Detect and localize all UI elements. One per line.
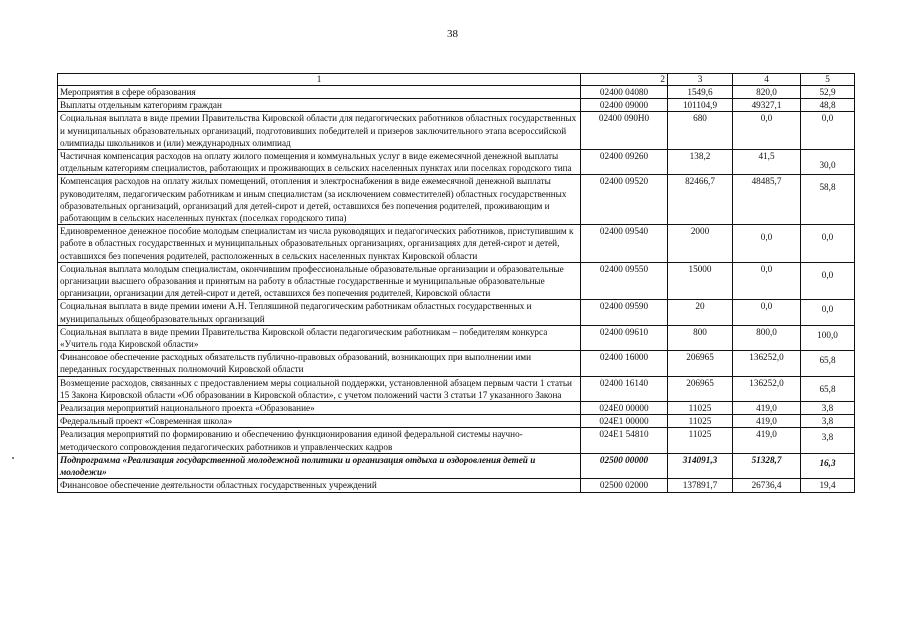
table-row [58, 351, 855, 376]
row-code: 024Е1 00000 [581, 415, 668, 428]
row-col-3: 15000 [668, 262, 733, 300]
row-col-5: 3,8 [801, 428, 855, 453]
row-name: Социальная выплата в виде премии Правительства Кировской области для педагогических работников областных государственных и муниципальных образовательных организаций, подготовивших победителей и призеров заключительного этапа всероссийской олимпиады школьников и (или) международных олимпиад [58, 112, 581, 150]
table-row [58, 376, 855, 401]
row-col-4: 0,0 [733, 225, 801, 263]
row-col-5: 52,9 [801, 86, 855, 99]
row-col-4: 0,0 [733, 112, 801, 150]
row-col-4: 820,0 [733, 86, 801, 99]
row-col-5: 65,8 [801, 376, 855, 401]
row-code: 02400 09590 [581, 300, 668, 325]
row-name: Реализация мероприятий по формированию и обеспечению функционирования единой федеральной системы научно-методического сопровождения педагогических работников и управленческих кадров [58, 428, 581, 453]
row-col-5: 30,0 [801, 150, 855, 175]
row-col-3: 138,2 [668, 150, 733, 175]
row-name: Единовременное денежное пособие молодым специалистам из числа руководящих и педагогических работников, приступившим к работе в областных государственных и муниципальных образовательных организациях, организациях для детей-сирот и детей, оставшихся без попечения родителей, расположенных в сельских населенных пунктах Кировской области [58, 225, 581, 263]
row-col-3: 206965 [668, 351, 733, 376]
row-code: 024Е1 54810 [581, 428, 668, 453]
table-row [58, 86, 855, 99]
row-name: Федеральный проект «Современная школа» [58, 415, 581, 428]
row-col-3: 11025 [668, 402, 733, 415]
row-col-4: 41,5 [733, 150, 801, 175]
row-code: 02500 00000 [581, 453, 668, 478]
row-col-5: 0,0 [801, 112, 855, 150]
row-col-3: 680 [668, 112, 733, 150]
table-row [58, 175, 855, 225]
row-code: 02400 09260 [581, 150, 668, 175]
row-code: 02400 090Н0 [581, 112, 668, 150]
table-row [58, 262, 855, 300]
row-col-3: 101104,9 [668, 99, 733, 112]
row-name: Подпрограмма «Реализация государственной молодежной политики и организация отдыха и оздоровления детей и молодежи» [58, 453, 581, 478]
row-name: Социальная выплата в виде премии имени А.Н. Тепляшиной педагогическим работникам областных государственных и муниципальных общеобразовательных организаций [58, 300, 581, 325]
row-code: 02400 16140 [581, 376, 668, 401]
table-row [58, 415, 855, 428]
row-name: Выплаты отдельным категориям граждан [58, 99, 581, 112]
row-col-4: 800,0 [733, 325, 801, 350]
row-col-5: 0,0 [801, 300, 855, 325]
row-col-3: 206965 [668, 376, 733, 401]
row-col-5: 0,0 [801, 262, 855, 300]
table-row [58, 300, 855, 325]
row-col-4: 0,0 [733, 300, 801, 325]
row-name: Компенсация расходов на оплату жилых помещений, отопления и электроснабжения в виде ежемесячной денежной выплаты руководителям, педагогическим работникам и иным специалистам (за исключением совместителей) областных государственных образовательных организаций, организаций для детей-сирот и детей, оставшихся без попечения родителей, проживающим и работающим в сельских населенных пунктах (поселках городского типа) [58, 175, 581, 225]
row-name: Мероприятия в сфере образования [58, 86, 581, 99]
row-name: Возмещение расходов, связанных с предоставлением меры социальной поддержки, установленной абзацем первым части 1 статьи 15 Закона Кировской области «Об образовании в Кировской области», с учетом положений части 3 статьи 17 указанного Закона [58, 376, 581, 401]
header-col-2: 2 [581, 74, 668, 86]
row-col-3: 20 [668, 300, 733, 325]
row-col-5: 48,8 [801, 99, 855, 112]
header-col-5: 5 [801, 74, 855, 86]
header-col-1: 1 [58, 74, 581, 86]
row-code: 02400 09520 [581, 175, 668, 225]
header-col-3: 3 [668, 74, 733, 86]
row-col-5: 16,3 [801, 453, 855, 478]
table-row [58, 325, 855, 350]
row-col-5: 0,0 [801, 225, 855, 263]
row-name: Финансовое обеспечение расходных обязательств публично-правовых образований, возникающих при выполнении ими переданных государственных полномочий Кировской области [58, 351, 581, 376]
table-row [58, 112, 855, 150]
row-col-5: 100,0 [801, 325, 855, 350]
row-code: 02400 09550 [581, 262, 668, 300]
row-col-4: 419,0 [733, 402, 801, 415]
row-code: 02400 09540 [581, 225, 668, 263]
row-col-4: 48485,7 [733, 175, 801, 225]
row-code: 02500 02000 [581, 479, 668, 492]
row-col-5: 65,8 [801, 351, 855, 376]
table-row-subprogram [58, 453, 855, 478]
table-row [58, 225, 855, 263]
table-row [58, 402, 855, 415]
row-code: 02400 09610 [581, 325, 668, 350]
row-col-4: 0,0 [733, 262, 801, 300]
row-name: Социальная выплата молодым специалистам, окончившим профессиональные образовательные организации и образовательные организации высшего образования и принятым на работу в областные государственные и муниципальные образовательные организации, организации для детей-сирот и детей, оставшихся без попечения родителей, Кировской области [58, 262, 581, 300]
row-code: 02400 09000 [581, 99, 668, 112]
row-col-3: 82466,7 [668, 175, 733, 225]
table-row [58, 428, 855, 453]
row-col-5: 19,4 [801, 479, 855, 492]
row-code: 02400 16000 [581, 351, 668, 376]
row-name: Финансовое обеспечение деятельности областных государственных учреждений [58, 479, 581, 492]
table-header-row [58, 74, 855, 86]
row-col-3: 11025 [668, 415, 733, 428]
header-col-4: 4 [733, 74, 801, 86]
row-col-4: 26736,4 [733, 479, 801, 492]
row-col-5: 3,8 [801, 415, 855, 428]
table-row [58, 99, 855, 112]
row-name: Реализация мероприятий национального проекта «Образование» [58, 402, 581, 415]
row-col-3: 800 [668, 325, 733, 350]
row-col-3: 11025 [668, 428, 733, 453]
table-row [58, 150, 855, 175]
row-col-4: 419,0 [733, 428, 801, 453]
row-col-4: 136252,0 [733, 376, 801, 401]
row-col-3: 314091,3 [668, 453, 733, 478]
row-col-4: 49327,1 [733, 99, 801, 112]
table-row [58, 479, 855, 492]
row-name: Социальная выплата в виде премии Правительства Кировской области педагогическим работникам – победителям конкурса «Учитель года Кировской области» [58, 325, 581, 350]
row-col-4: 419,0 [733, 415, 801, 428]
row-code: 024Е0 00000 [581, 402, 668, 415]
budget-table [57, 73, 855, 493]
row-col-3: 1549,6 [668, 86, 733, 99]
row-col-5: 58,8 [801, 175, 855, 225]
row-col-3: 137891,7 [668, 479, 733, 492]
row-col-3: 2000 [668, 225, 733, 263]
page-number: 38 [447, 28, 458, 40]
row-name: Частичная компенсация расходов на оплату жилого помещения и коммунальных услуг в виде ежемесячной денежной выплаты отдельным категориям специалистов, работающих и проживающих в сельских населенных пунктах или поселках городского типа [58, 150, 581, 175]
scan-speck [12, 457, 14, 459]
row-col-5: 3,8 [801, 402, 855, 415]
row-col-4: 51328,7 [733, 453, 801, 478]
row-code: 02400 04080 [581, 86, 668, 99]
row-col-4: 136252,0 [733, 351, 801, 376]
